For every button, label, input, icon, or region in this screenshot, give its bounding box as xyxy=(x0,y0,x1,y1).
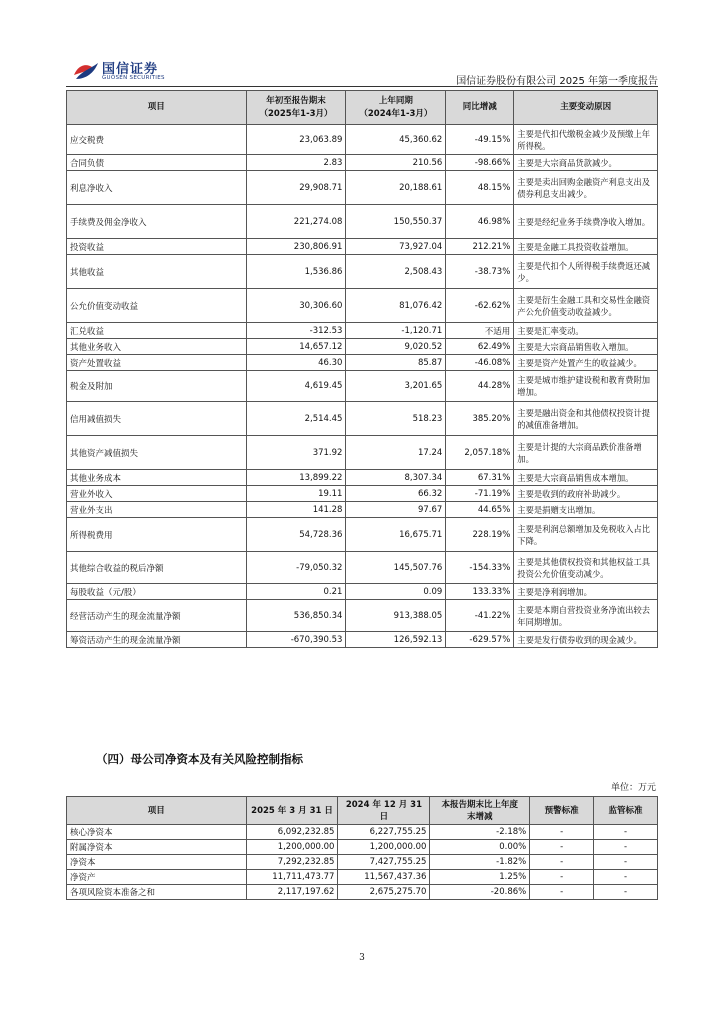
table-row xyxy=(67,470,658,486)
cell-current: 221,274.08 xyxy=(246,205,346,239)
page-number: 3 xyxy=(359,953,365,963)
cell-previous: 20,188.61 xyxy=(346,171,446,205)
header-current-period: 年初至报告期末 （2025年1-3月） xyxy=(246,91,346,125)
cell-item: 汇兑收益 xyxy=(67,323,247,339)
table-row xyxy=(67,371,658,402)
cell-previous: 518.23 xyxy=(346,402,446,436)
table-row xyxy=(67,486,658,502)
cell-change: 385.20% xyxy=(446,402,514,436)
cell-reason: 主要是本期自营投资业务净流出较去年同期增加。 xyxy=(514,600,658,632)
cell-warn: - xyxy=(530,870,594,885)
cell-previous: 145,507.76 xyxy=(346,552,446,584)
cell-current: 536,850.34 xyxy=(246,600,346,632)
cell-reason: 主要是其他债权投资和其他权益工具投资公允价值变动减少。 xyxy=(514,552,658,584)
cell-item: 核心净资本 xyxy=(67,825,247,840)
report-title: 国信证券股份有限公司 2025 年第一季度报告 xyxy=(456,76,658,87)
cell-change: -38.73% xyxy=(446,255,514,289)
cell-item: 应交税费 xyxy=(67,125,247,155)
cell-item: 其他业务收入 xyxy=(67,339,247,355)
cell-item: 附属净资本 xyxy=(67,840,247,855)
table-row xyxy=(67,355,658,371)
cell-current: 46.30 xyxy=(246,355,346,371)
cell-reason: 主要是城市维护建设税和教育费附加增加。 xyxy=(514,371,658,402)
cell-change: 44.65% xyxy=(446,502,514,518)
cell-reason: 主要是资产处置产生的收益减少。 xyxy=(514,355,658,371)
cell-previous: 97.67 xyxy=(346,502,446,518)
table-row xyxy=(67,825,658,840)
table-row xyxy=(67,855,658,870)
header-regulatory-standard: 监管标准 xyxy=(594,797,658,825)
cell-reason: 主要是代扣个人所得税手续费返还减少。 xyxy=(514,255,658,289)
cell-item: 资产处置收益 xyxy=(67,355,247,371)
cell-current: 4,619.45 xyxy=(246,371,346,402)
cell-item: 其他资产减值损失 xyxy=(67,436,247,470)
cell-reason: 主要是发行债券收到的现金减少。 xyxy=(514,632,658,648)
cell-current: -670,390.53 xyxy=(246,632,346,648)
cell-item: 净资产 xyxy=(67,870,247,885)
table-row xyxy=(67,632,658,648)
cell-previous: 73,927.04 xyxy=(346,239,446,255)
financial-changes-table xyxy=(66,90,658,648)
cell-change: -154.33% xyxy=(446,552,514,584)
cell-item: 营业外收入 xyxy=(67,486,247,502)
cell-current: 30,306.60 xyxy=(246,289,346,323)
cell-previous: 81,076.42 xyxy=(346,289,446,323)
cell-previous: 2,508.43 xyxy=(346,255,446,289)
cell-current: 54,728.36 xyxy=(246,518,346,552)
cell-item: 税金及附加 xyxy=(67,371,247,402)
table-row xyxy=(67,584,658,600)
cell-previous: 85.87 xyxy=(346,355,446,371)
cell-current: -312.53 xyxy=(246,323,346,339)
table-row xyxy=(67,552,658,584)
section-title: （四）母公司净资本及有关风险控制指标 xyxy=(96,752,303,766)
header-change: 本报告期末比上年度 末增减 xyxy=(430,797,530,825)
cell-change: 44.28% xyxy=(446,371,514,402)
cell-item: 其他收益 xyxy=(67,255,247,289)
cell-item: 筹资活动产生的现金流量净额 xyxy=(67,632,247,648)
cell-item: 利息净收入 xyxy=(67,171,247,205)
header-divider xyxy=(66,86,658,87)
cell-change: 2,057.18% xyxy=(446,436,514,470)
cell-item: 每股收益（元/股） xyxy=(67,584,247,600)
cell-item: 营业外支出 xyxy=(67,502,247,518)
cell-change: -49.15% xyxy=(446,125,514,155)
cell-reason: 主要是大宗商品销售成本增加。 xyxy=(514,470,658,486)
table-row xyxy=(67,125,658,155)
cell-v2025: 2,117,197.62 xyxy=(246,885,338,900)
cell-v2025: 1,200,000.00 xyxy=(246,840,338,855)
header-2024: 2024 年 12 月 31 日 xyxy=(338,797,430,825)
table-row xyxy=(67,436,658,470)
cell-reg: - xyxy=(594,870,658,885)
cell-reg: - xyxy=(594,885,658,900)
table-row xyxy=(67,339,658,355)
table-row xyxy=(67,171,658,205)
cell-current: 141.28 xyxy=(246,502,346,518)
cell-change: -46.08% xyxy=(446,355,514,371)
cell-reason: 主要是融出资金和其他债权投资计提的减值准备增加。 xyxy=(514,402,658,436)
cell-v2024: 6,227,755.25 xyxy=(338,825,430,840)
cell-reason: 主要是净利润增加。 xyxy=(514,584,658,600)
cell-previous: 126,592.13 xyxy=(346,632,446,648)
cell-warn: - xyxy=(530,885,594,900)
table-row xyxy=(67,205,658,239)
cell-change: 46.98% xyxy=(446,205,514,239)
cell-reason: 主要是收到的政府补助减少。 xyxy=(514,486,658,502)
cell-reason: 主要是经纪业务手续费净收入增加。 xyxy=(514,205,658,239)
table-row xyxy=(67,840,658,855)
cell-reason: 主要是汇率变动。 xyxy=(514,323,658,339)
cell-v2024: 1,200,000.00 xyxy=(338,840,430,855)
cell-change: 0.00% xyxy=(430,840,530,855)
cell-change: 228.19% xyxy=(446,518,514,552)
cell-reason: 主要是大宗商品货款减少。 xyxy=(514,155,658,171)
header-item: 项目 xyxy=(67,91,247,125)
cell-current: 2.83 xyxy=(246,155,346,171)
net-capital-table xyxy=(66,796,658,900)
cell-item: 其他业务成本 xyxy=(67,470,247,486)
cell-v2024: 11,567,437.36 xyxy=(338,870,430,885)
guosen-logo-icon xyxy=(72,59,100,83)
cell-change: 62.49% xyxy=(446,339,514,355)
cell-change: -71.19% xyxy=(446,486,514,502)
unit-label: 单位：万元 xyxy=(610,783,656,793)
cell-warn: - xyxy=(530,855,594,870)
cell-change: -1.82% xyxy=(430,855,530,870)
cell-item: 各项风险资本准备之和 xyxy=(67,885,247,900)
cell-current: 0.21 xyxy=(246,584,346,600)
header-change: 同比增减 xyxy=(446,91,514,125)
cell-v2024: 2,675,275.70 xyxy=(338,885,430,900)
cell-change: -629.57% xyxy=(446,632,514,648)
cell-reason: 主要是金融工具投资收益增加。 xyxy=(514,239,658,255)
header-reason: 主要变动原因 xyxy=(514,91,658,125)
table-header-row xyxy=(67,797,658,825)
cell-reason: 主要是衍生金融工具和交易性金融资产公允价值变动收益减少。 xyxy=(514,289,658,323)
cell-reg: - xyxy=(594,840,658,855)
cell-previous: 17.24 xyxy=(346,436,446,470)
cell-change: -62.62% xyxy=(446,289,514,323)
table-row xyxy=(67,870,658,885)
cell-current: -79,050.32 xyxy=(246,552,346,584)
header-warning-standard: 预警标准 xyxy=(530,797,594,825)
cell-item: 其他综合收益的税后净额 xyxy=(67,552,247,584)
cell-previous: 3,201.65 xyxy=(346,371,446,402)
cell-reason: 主要是卖出回购金融资产利息支出及债券利息支出减少。 xyxy=(514,171,658,205)
cell-change: 1.25% xyxy=(430,870,530,885)
header-previous-period: 上年同期 （2024年1-3月） xyxy=(346,91,446,125)
cell-current: 23,063.89 xyxy=(246,125,346,155)
cell-reg: - xyxy=(594,825,658,840)
table-row xyxy=(67,518,658,552)
cell-previous: 913,388.05 xyxy=(346,600,446,632)
table-header-row xyxy=(67,91,658,125)
cell-reason: 主要是代扣代缴税金减少及预缴上年所得税。 xyxy=(514,125,658,155)
cell-v2025: 6,092,232.85 xyxy=(246,825,338,840)
cell-warn: - xyxy=(530,825,594,840)
cell-change: 48.15% xyxy=(446,171,514,205)
table-row xyxy=(67,323,658,339)
table-row xyxy=(67,155,658,171)
cell-previous: -1,120.71 xyxy=(346,323,446,339)
cell-previous: 150,550.37 xyxy=(346,205,446,239)
cell-reg: - xyxy=(594,855,658,870)
table-row xyxy=(67,402,658,436)
cell-change: 不适用 xyxy=(446,323,514,339)
cell-current: 13,899.22 xyxy=(246,470,346,486)
cell-item: 投资收益 xyxy=(67,239,247,255)
cell-reason: 主要是大宗商品销售收入增加。 xyxy=(514,339,658,355)
logo-text-en: GUOSEN SECURITIES xyxy=(102,75,165,81)
cell-item: 手续费及佣金净收入 xyxy=(67,205,247,239)
header-2025: 2025 年 3 月 31 日 xyxy=(246,797,338,825)
cell-item: 信用减值损失 xyxy=(67,402,247,436)
cell-previous: 9,020.52 xyxy=(346,339,446,355)
cell-change: -98.66% xyxy=(446,155,514,171)
cell-change: 133.33% xyxy=(446,584,514,600)
logo-text-cn: 国信证券 xyxy=(102,62,159,77)
cell-previous: 45,360.62 xyxy=(346,125,446,155)
cell-current: 29,908.71 xyxy=(246,171,346,205)
cell-v2025: 7,292,232.85 xyxy=(246,855,338,870)
cell-previous: 0.09 xyxy=(346,584,446,600)
cell-v2024: 7,427,755.25 xyxy=(338,855,430,870)
cell-warn: - xyxy=(530,840,594,855)
cell-change: -41.22% xyxy=(446,600,514,632)
table-row xyxy=(67,289,658,323)
cell-change: 67.31% xyxy=(446,470,514,486)
company-logo xyxy=(72,56,182,86)
cell-reason: 主要是捐赠支出增加。 xyxy=(514,502,658,518)
cell-current: 19.11 xyxy=(246,486,346,502)
header-item: 项目 xyxy=(67,797,247,825)
cell-change: -2.18% xyxy=(430,825,530,840)
cell-previous: 210.56 xyxy=(346,155,446,171)
cell-previous: 66.32 xyxy=(346,486,446,502)
cell-current: 1,536.86 xyxy=(246,255,346,289)
cell-item: 净资本 xyxy=(67,855,247,870)
cell-current: 14,657.12 xyxy=(246,339,346,355)
cell-current: 230,806.91 xyxy=(246,239,346,255)
table-row xyxy=(67,502,658,518)
table-row xyxy=(67,600,658,632)
cell-reason: 主要是计提的大宗商品跌价准备增加。 xyxy=(514,436,658,470)
cell-previous: 8,307.34 xyxy=(346,470,446,486)
cell-change: -20.86% xyxy=(430,885,530,900)
cell-item: 公允价值变动收益 xyxy=(67,289,247,323)
cell-current: 2,514.45 xyxy=(246,402,346,436)
table-row xyxy=(67,255,658,289)
cell-reason: 主要是利润总额增加及免税收入占比下降。 xyxy=(514,518,658,552)
cell-item: 所得税费用 xyxy=(67,518,247,552)
cell-previous: 16,675.71 xyxy=(346,518,446,552)
cell-item: 经营活动产生的现金流量净额 xyxy=(67,600,247,632)
cell-change: 212.21% xyxy=(446,239,514,255)
cell-item: 合同负债 xyxy=(67,155,247,171)
cell-current: 371.92 xyxy=(246,436,346,470)
table-row xyxy=(67,885,658,900)
table-row xyxy=(67,239,658,255)
cell-v2025: 11,711,473.77 xyxy=(246,870,338,885)
